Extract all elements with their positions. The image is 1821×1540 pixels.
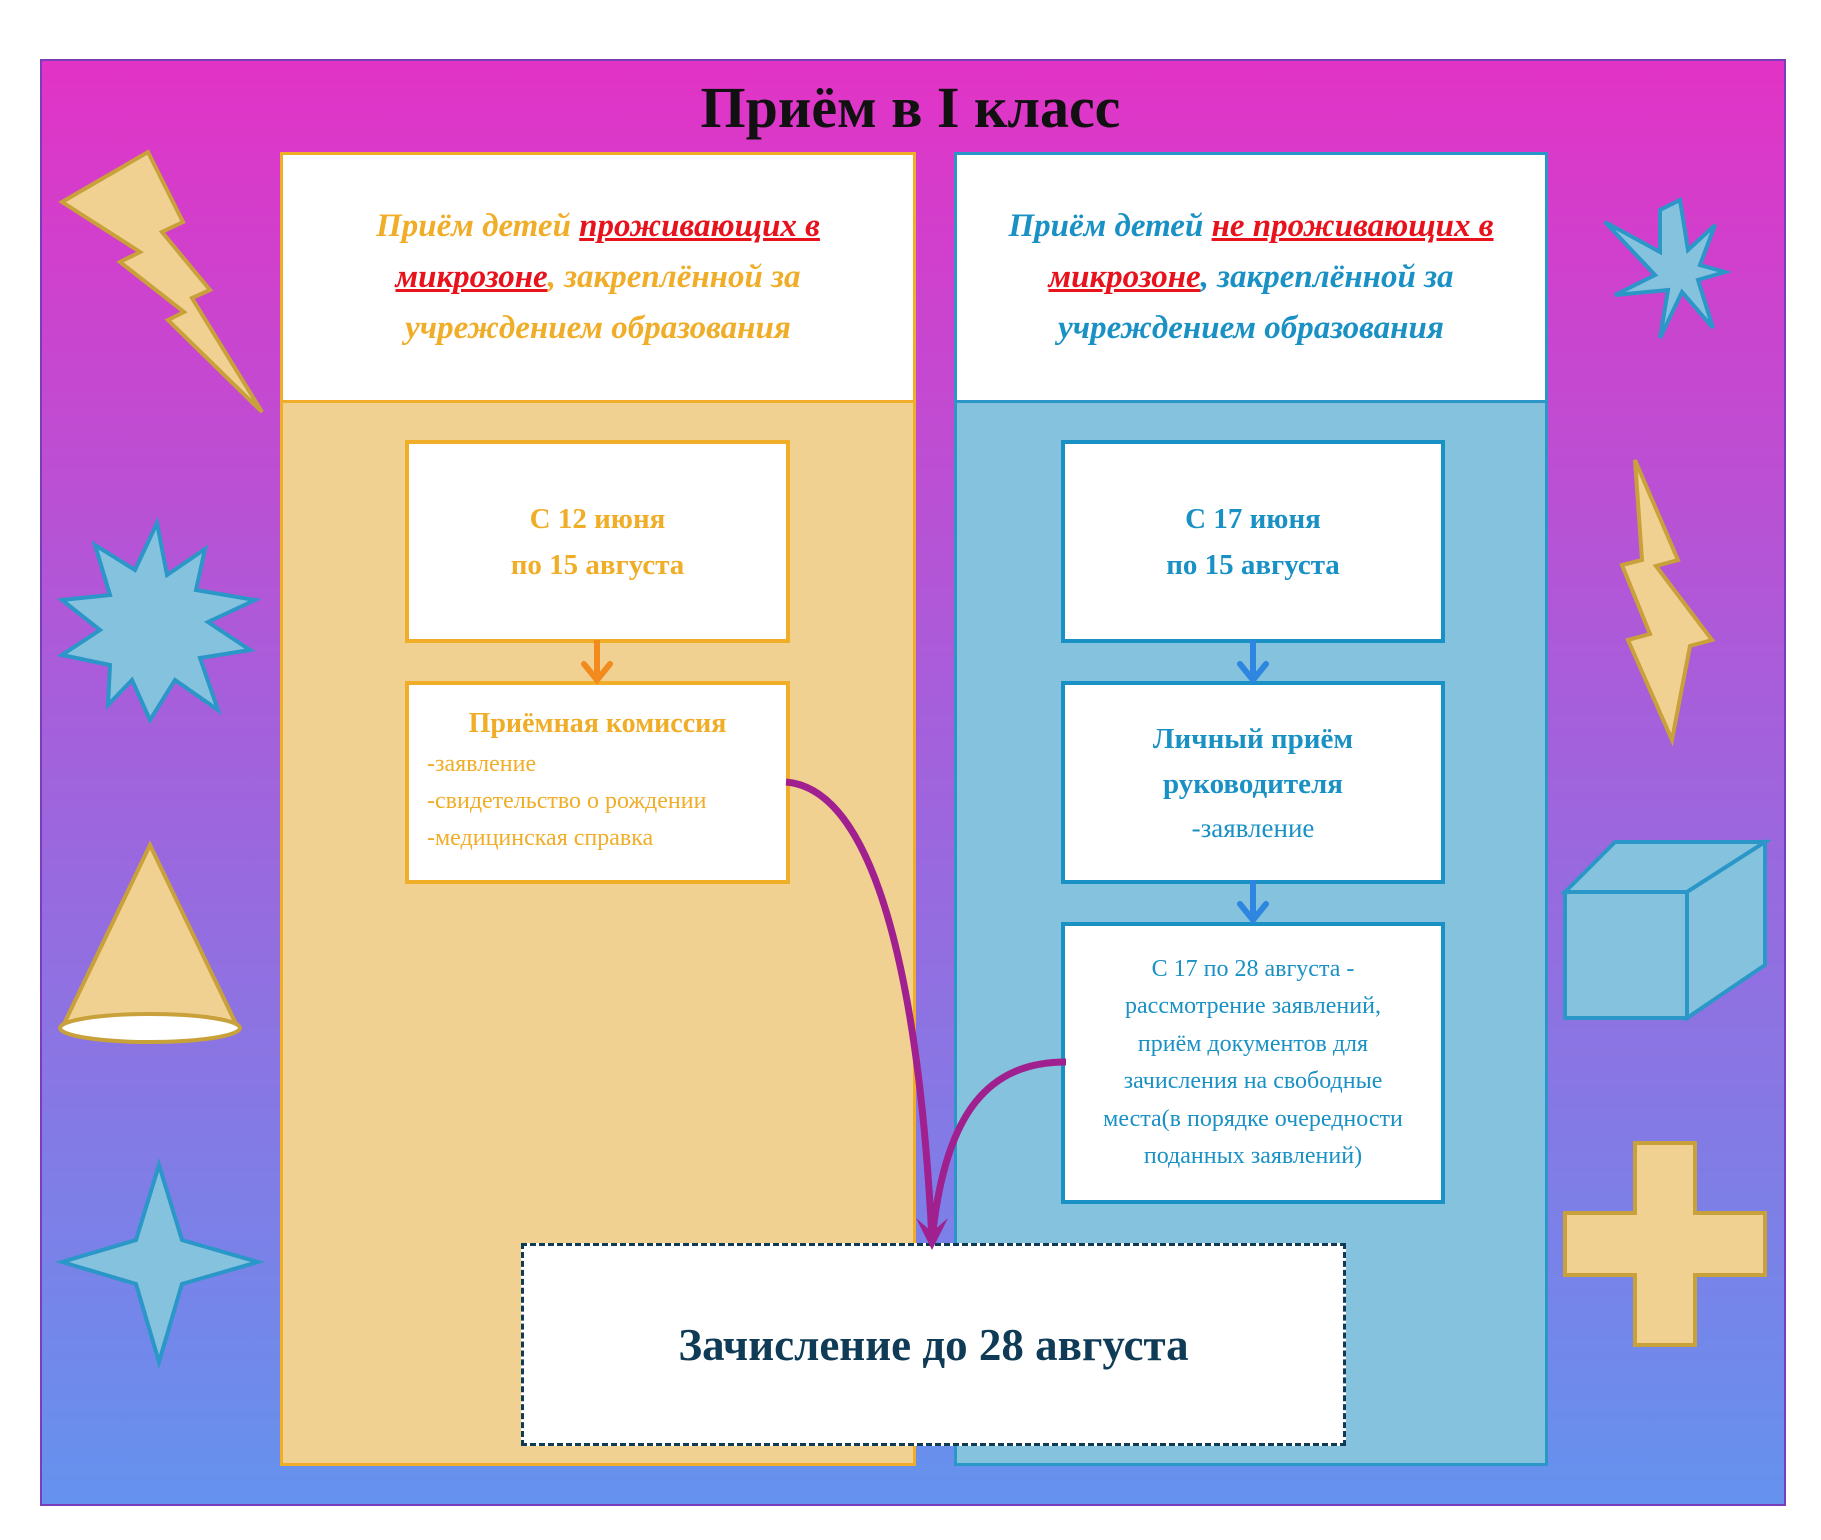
page-title: Приём в I класс [700, 75, 1121, 140]
right-column-header [957, 155, 1545, 403]
four-point-star-icon [62, 1165, 258, 1362]
right-date-box [1061, 440, 1445, 643]
left-column-header [283, 155, 913, 403]
right-header-emphasis: не проживающих в микрозоне [1048, 208, 1494, 295]
lightning-icon [62, 152, 262, 412]
cone-icon [62, 845, 238, 1028]
starburst-icon [62, 523, 255, 720]
left-header-part1: Приём детей [376, 208, 580, 244]
left-date-box [405, 440, 790, 643]
review-box [1061, 922, 1445, 1204]
commission-item: -медицинская справка [427, 825, 654, 851]
starburst-icon [1605, 200, 1725, 338]
personal-reception-title: Личный приём руководителя [1152, 722, 1354, 800]
personal-reception-item: -заявление [1191, 812, 1315, 843]
review-text: С 17 по 28 августа - рассмотрение заявлений, приём документов для зачисления на свободные места(в порядке очередности поданных заявлений) [1103, 955, 1403, 1169]
left-header-part2: , закреплённой за учреждением образования [405, 259, 801, 346]
lightning-icon [1622, 460, 1712, 740]
enrollment-box: Зачисление до 28 августа [521, 1243, 1346, 1446]
commission-box [405, 681, 790, 884]
right-date-text: С 17 июня по 15 августа [1166, 502, 1340, 581]
cube-icon [1565, 842, 1765, 1018]
right-header-part1: Приём детей [1008, 208, 1212, 244]
left-header-emphasis: проживающих в микрозоне [395, 208, 820, 295]
plus-icon [1565, 1143, 1765, 1345]
commission-title: Приёмная комиссия [468, 708, 727, 739]
commission-item: -заявление [427, 751, 537, 777]
right-header-part2: , закреплённой за учреждением образования [1058, 259, 1454, 346]
left-date-text: С 12 июня по 15 августа [510, 502, 685, 581]
personal-reception-box [1061, 681, 1445, 884]
commission-item: -свидетельство о рождении [427, 788, 707, 814]
